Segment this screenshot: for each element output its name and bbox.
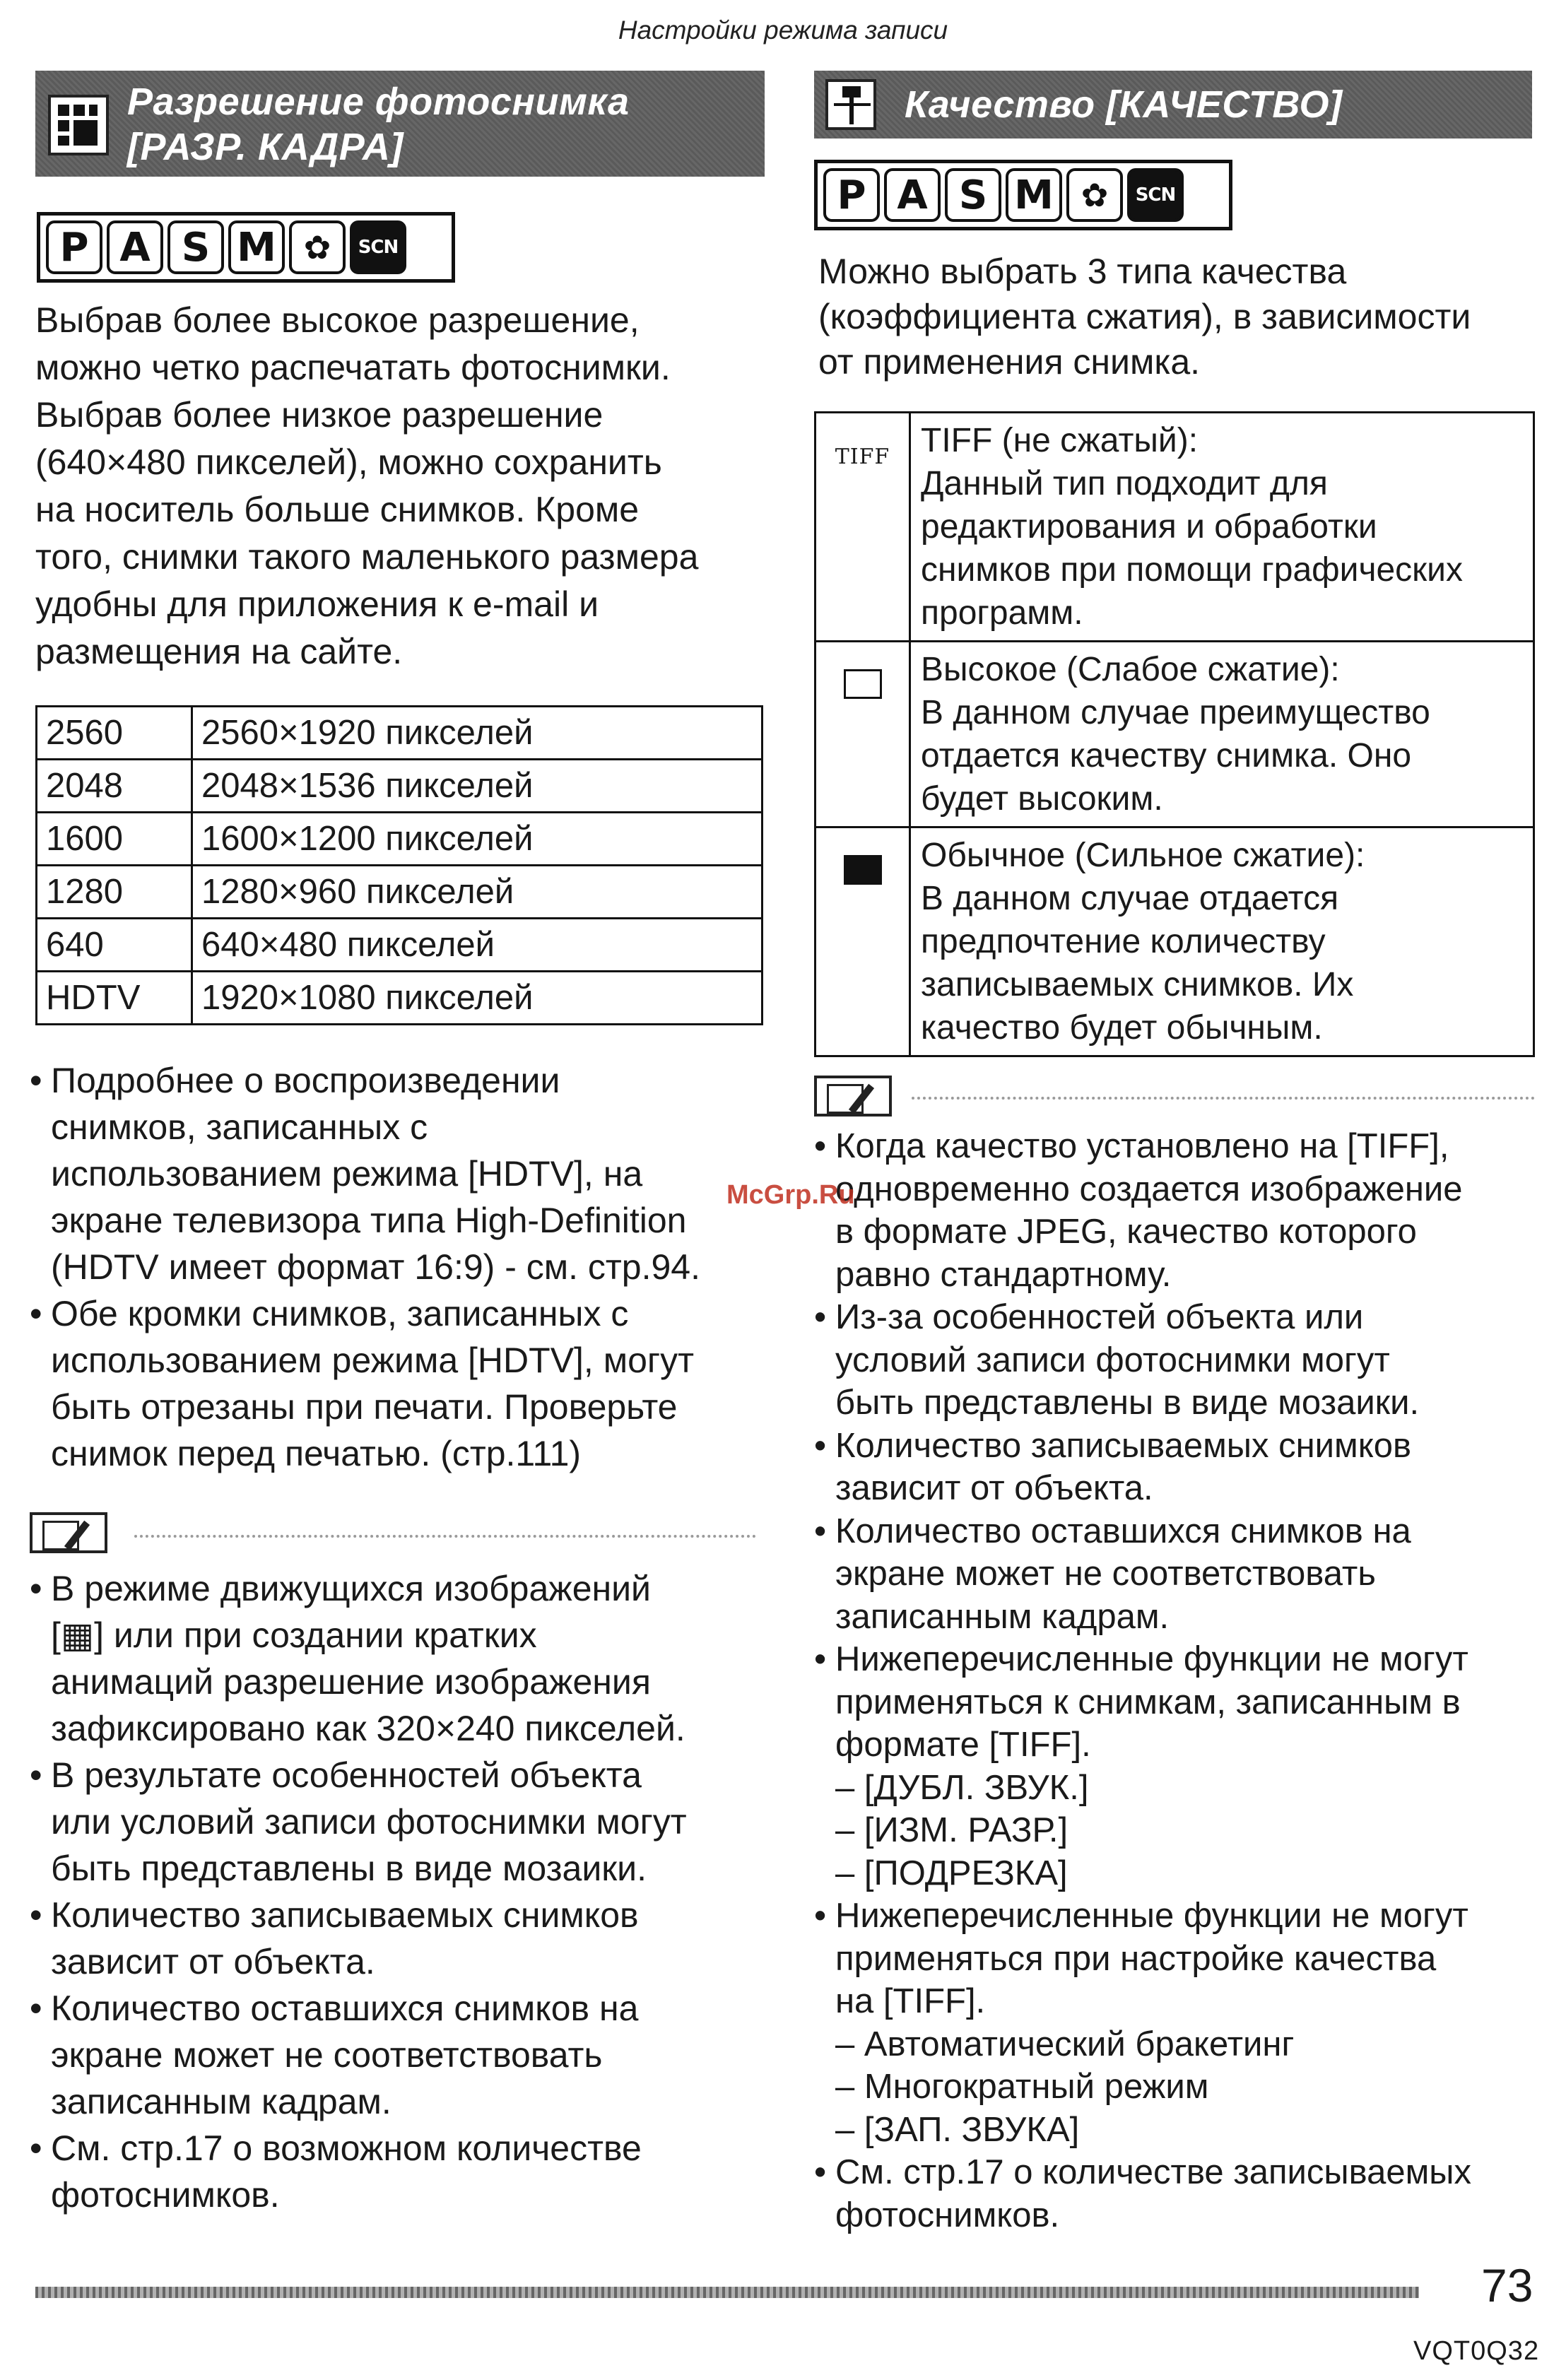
quality-row [816,827,1534,1056]
page-number: 73 [1481,2259,1533,2311]
left-b1-bullet-line: • Обе кромки снимков, записанных с [51,1294,629,1333]
left-intro-line-3: (640×480 пикселей), можно сохранить [35,442,662,482]
left-bullets-hdtv [30,1057,793,1477]
resolution-row [37,707,763,760]
running-header: Настройки режима записи [618,16,948,45]
left-mode-1: A [107,220,163,274]
left-b2-bullet-line: • Количество оставшихся снимков на [51,1989,639,2028]
right-bullet-4 [814,1638,1556,1895]
quality-line: предпочтение количеству [921,923,1326,960]
left-intro-line-6: удобны для приложения к e-mail и [35,584,599,624]
right-bullet-line: быть представлены в виде мозаики. [835,1384,1420,1422]
quality-row [816,642,1534,827]
resolution-key: 1280 [37,866,192,919]
right-mode-icons [814,160,1232,230]
right-bullet-line: • Когда качество установлено на [TIFF], [835,1127,1449,1165]
right-bullet-line: зависит от объекта. [835,1469,1153,1507]
footer-bar [35,2287,1419,2298]
left-b2-bullet-line: • См. стр.17 о возможном количестве [51,2128,642,2168]
quality-row [816,413,1534,642]
left-intro-paragraph [35,297,777,676]
quality-line: записываемых снимков. Их [921,966,1354,1003]
left-intro-line-7: размещения на сайте. [35,632,403,671]
left-b1-bullet-line: снимок перед печатью. (стр.111) [51,1434,582,1473]
resolution-key: 640 [37,919,192,972]
quality-line: отдается качеству снимка. Оно [921,737,1412,774]
quality-line: Высокое (Слабое сжатие): [921,651,1340,688]
quality-line: качество будет обычным. [921,1009,1323,1047]
left-b2-bullet-1 [30,1752,793,1892]
left-section-banner [35,71,765,177]
left-b2-bullet-line: фотоснимков. [51,2175,280,2215]
right-note-divider [912,1097,1535,1100]
right-intro-line-1: (коэффициента сжатия), в зависимости [818,297,1471,336]
quality-description [910,642,1534,827]
right-bullet-line: условий записи фотоснимки могут [835,1341,1390,1379]
left-b1-bullet-line: снимков, записанных с [51,1107,428,1147]
left-mode-2: S [167,220,224,274]
tiff-icon: TIFF [835,444,890,469]
quality-line: редактирования и обработки [921,508,1377,546]
quality-line: TIFF (не сжатый): [921,422,1199,459]
left-b2-bullet-line: • В режиме движущихся изображений [51,1569,651,1608]
right-bullets [814,1125,1556,2237]
watermark: McGrp.Ru [726,1180,855,1210]
right-intro-line-0: Можно выбрать 3 типа качества [818,252,1347,291]
resolution-value: 1600×1200 пикселей [192,813,763,866]
left-bullets-notes [30,1565,793,2218]
right-bullet-line: фотоснимков. [835,2196,1060,2234]
left-mode-4: ✿ [289,220,346,274]
left-intro-line-5: того, снимки такого маленького размера [35,537,699,577]
quality-description [910,413,1534,642]
right-note-icon [814,1076,892,1117]
left-b1-bullet-line: использованием режима [HDTV], на [51,1154,643,1194]
quality-line: будет высоким. [921,780,1163,818]
right-sub-item: – [ДУБЛ. ЗВУК.] [835,1768,1089,1807]
quality-table [814,411,1535,1057]
right-bullet-line: записанным кадрам. [835,1597,1170,1636]
left-b2-bullet-line: • Количество записываемых снимков [51,1895,639,1935]
left-intro-line-0: Выбрав более высокое разрешение, [35,300,640,340]
quality-line: снимков при помощи графических [921,551,1463,589]
left-b1-bullet-line: (HDTV имеет формат 16:9) - см. стр.94. [51,1247,700,1287]
right-mode-2: S [945,168,1001,222]
left-intro-line-4: на носитель больше снимков. Кроме [35,490,640,529]
right-sub-item: – [ИЗМ. РАЗР.] [835,1811,1068,1849]
left-b1-bullet-line: • Подробнее о воспроизведении [51,1061,560,1100]
right-mode-4: ✿ [1066,168,1123,222]
left-b2-bullet-0 [30,1565,793,1752]
left-mode-icons [37,212,455,283]
right-bullet-line: применяться к снимкам, записанным в [835,1683,1461,1721]
left-mode-5: SCN [350,220,406,274]
left-b2-bullet-line: [▦] или при создании кратких [51,1615,537,1655]
right-sub-item: – [ЗАП. ЗВУКА] [835,2110,1080,2149]
standard-quality-icon [844,855,882,885]
right-bullet-line: • Количество записываемых снимков [835,1426,1411,1465]
resolution-row [37,760,763,813]
right-bullet-line: • Нижеперечисленные функции не могут [835,1897,1468,1935]
right-bullet-line: • Количество оставшихся снимков на [835,1512,1411,1550]
quality-description [910,827,1534,1056]
right-mode-0: P [823,168,880,222]
fine-quality-icon [844,669,882,699]
resolution-value: 640×480 пикселей [192,919,763,972]
left-banner-title-1: Разрешение фотоснимка [127,81,630,123]
right-bullet-2 [814,1425,1556,1510]
left-b1-bullet-line: экране телевизора типа High-Definition [51,1201,687,1240]
left-banner-title-2: [РАЗР. КАДРА] [127,126,404,168]
right-bullet-6 [814,2151,1556,2237]
resolution-value: 2048×1536 пикселей [192,760,763,813]
left-note-icon [30,1512,107,1553]
left-b2-bullet-line: записанным кадрам. [51,2082,392,2121]
left-mode-3: M [228,220,285,274]
right-mode-3: M [1006,168,1062,222]
resolution-key: 1600 [37,813,192,866]
right-sub-item: – Автоматический бракетинг [835,2025,1295,2063]
right-bullet-line: • Из-за особенностей объекта или [835,1298,1364,1336]
quality-line: В данном случае отдается [921,880,1339,917]
left-b2-bullet-line: зависит от объекта. [51,1942,375,1981]
right-banner-title: Качество [КАЧЕСТВО] [905,83,1343,126]
right-sub-item: – [ПОДРЕЗКА] [835,1854,1068,1892]
left-b1-bullet-line: использованием режима [HDTV], могут [51,1341,695,1380]
left-mode-0: P [46,220,102,274]
left-b1-bullet-line: быть отрезаны при печати. Проверьте [51,1387,678,1427]
resolution-row [37,972,763,1025]
resolution-key: 2048 [37,760,192,813]
right-bullet-line: равно стандартному. [835,1255,1172,1294]
left-b2-bullet-line: или условий записи фотоснимки могут [51,1802,687,1842]
right-bullet-line: на [TIFF]. [835,1982,986,2020]
quality-icon-cell [816,642,910,827]
right-sub-item: – Многократный режим [835,2068,1209,2106]
resolution-row [37,813,763,866]
left-b2-bullet-line: • В результате особенностей объекта [51,1755,642,1795]
right-bullet-1 [814,1296,1556,1425]
right-bullet-line: одновременно создается изображение [835,1170,1463,1208]
quality-line: программ. [921,594,1083,632]
right-bullet-line: в формате JPEG, качество которого [835,1213,1417,1251]
left-note-divider [134,1535,756,1538]
right-bullet-line: • Нижеперечисленные функции не могут [835,1640,1468,1678]
resolution-row [37,866,763,919]
right-bullet-line: применяться при настройке качества [835,1939,1437,1978]
quality-line: Данный тип подходит для [921,465,1328,502]
resolution-value: 1280×960 пикселей [192,866,763,919]
right-bullet-5 [814,1895,1556,2151]
left-intro-line-1: можно четко распечатать фотоснимки. [35,348,671,387]
right-bullet-line: формате [TIFF]. [835,1726,1091,1764]
quality-icon [825,79,876,130]
quality-icon-cell [816,827,910,1056]
right-intro-line-2: от применения снимка. [818,342,1201,382]
left-b2-bullet-line: экране может не соответствовать [51,2035,603,2075]
resolution-value: 2560×1920 пикселей [192,707,763,760]
right-intro-paragraph [818,249,1546,384]
quality-icon-cell [816,413,910,642]
left-b2-bullet-4 [30,2125,793,2218]
right-mode-5: SCN [1127,168,1184,222]
resolution-value: 1920×1080 пикселей [192,972,763,1025]
right-section-banner [814,71,1532,139]
resolution-row [37,919,763,972]
resolution-key: HDTV [37,972,192,1025]
left-b2-bullet-line: анимаций разрешение изображения [51,1662,651,1702]
left-b2-bullet-3 [30,1985,793,2125]
right-mode-1: A [884,168,941,222]
resolution-key: 2560 [37,707,192,760]
resolution-grid-icon [48,95,109,155]
right-bullet-0 [814,1125,1556,1296]
model-code: VQT0Q32 [1413,2336,1540,2366]
left-intro-line-2: Выбрав более низкое разрешение [35,395,604,435]
left-b1-bullet-0 [30,1057,793,1290]
left-b2-bullet-2 [30,1892,793,1985]
left-b2-bullet-line: быть представлены в виде мозаики. [51,1849,647,1888]
left-b1-bullet-1 [30,1290,793,1477]
right-bullet-line: • См. стр.17 о количестве записываемых [835,2153,1472,2191]
quality-line: Обычное (Сильное сжатие): [921,837,1365,874]
resolution-table [35,705,763,1025]
left-b2-bullet-line: зафиксировано как 320×240 пикселей. [51,1709,685,1748]
quality-line: В данном случае преимущество [921,694,1430,731]
right-bullet-line: экране может не соответствовать [835,1555,1376,1593]
right-bullet-3 [814,1510,1556,1639]
